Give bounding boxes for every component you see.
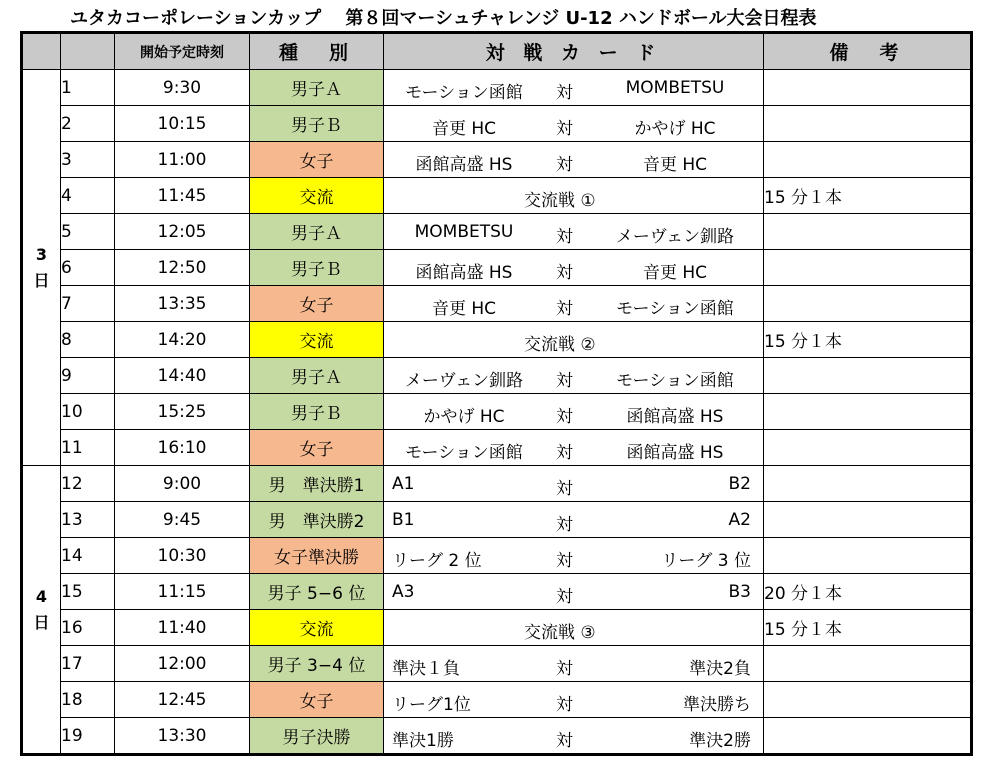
start-time: 12:45 (115, 682, 250, 718)
category-cell: 女子準決勝 (250, 538, 384, 574)
versus-label: 対 (556, 227, 573, 247)
start-time: 14:20 (115, 322, 250, 358)
team-b: 音更 HC (642, 155, 708, 175)
team-a: 音更 HC (431, 299, 497, 319)
match-card (384, 502, 764, 538)
team-b: メーヴェン釧路 (615, 227, 735, 247)
category-cell: 男 準決勝1 (250, 466, 384, 502)
team-a: 準決1勝 (392, 731, 454, 751)
versus-label: 対 (556, 659, 573, 679)
category-cell: 男 準決勝2 (250, 502, 384, 538)
match-card (384, 646, 764, 682)
team-b: B3 (728, 582, 751, 602)
team-a: リーグ 2 位 (392, 551, 482, 571)
match-card (384, 178, 764, 214)
day-label: 3 日 (23, 70, 61, 466)
versus-label: 対 (556, 479, 573, 499)
schedule-body (23, 70, 971, 754)
team-b: 函館高盛 HS (626, 407, 724, 427)
note-cell (764, 106, 971, 142)
team-a: MOMBETSU (414, 222, 514, 242)
note-cell (764, 214, 971, 250)
table-row (23, 214, 971, 250)
note-cell (764, 250, 971, 286)
category-cell: 交流 (250, 322, 384, 358)
match-number: 1 (61, 70, 115, 106)
table-row (23, 682, 971, 718)
category-cell: 男子Ａ (250, 70, 384, 106)
note-cell (764, 466, 971, 502)
category-cell: 女子 (250, 430, 384, 466)
note-cell (764, 718, 971, 754)
note-cell (764, 394, 971, 430)
header-day (23, 34, 61, 70)
team-b: 準決勝ち (683, 695, 751, 715)
table-row (23, 358, 971, 394)
match-card (384, 322, 764, 358)
header-note: 備 考 (764, 34, 971, 70)
start-time: 10:30 (115, 538, 250, 574)
team-b: リーグ 3 位 (661, 551, 751, 571)
team-a: モーション函館 (405, 83, 523, 103)
team-b: A2 (728, 510, 751, 530)
match-card (384, 214, 764, 250)
page-title: ユタカコーポレーションカップ 第８回マーシュチャレンジ U-12 ハンドボール大会日程表 (70, 8, 817, 29)
match-number: 7 (61, 286, 115, 322)
category-cell: 交流 (250, 178, 384, 214)
match-card (384, 682, 764, 718)
note-cell (764, 430, 971, 466)
start-time: 12:50 (115, 250, 250, 286)
match-card (384, 538, 764, 574)
versus-label: 対 (556, 155, 573, 175)
note-cell: 15 分１本 (764, 610, 971, 646)
match-card (384, 286, 764, 322)
match-number: 12 (61, 466, 115, 502)
note-cell (764, 358, 971, 394)
team-a: 函館高盛 HS (415, 263, 513, 283)
category-cell: 男子決勝 (250, 718, 384, 754)
category-cell: 男子Ｂ (250, 394, 384, 430)
table-row (23, 250, 971, 286)
header-match-card: 対 戦 カ ー ド (384, 34, 764, 70)
category-cell: 男子 3−4 位 (250, 646, 384, 682)
start-time: 10:15 (115, 106, 250, 142)
category-cell: 男子 5−6 位 (250, 574, 384, 610)
versus-label: 対 (556, 551, 573, 571)
start-time: 15:25 (115, 394, 250, 430)
versus-label: 対 (556, 731, 573, 751)
table-row (23, 502, 971, 538)
match-number: 14 (61, 538, 115, 574)
note-cell (764, 538, 971, 574)
team-a: A3 (392, 582, 415, 602)
match-card (384, 718, 764, 754)
table-row (23, 142, 971, 178)
table-row (23, 574, 971, 610)
team-b: B2 (728, 474, 751, 494)
header-row (23, 34, 971, 70)
match-card (384, 430, 764, 466)
start-time: 13:30 (115, 718, 250, 754)
table-row (23, 394, 971, 430)
team-b: MOMBETSU (625, 78, 725, 98)
category-cell: 男子Ａ (250, 214, 384, 250)
versus-label: 対 (556, 119, 573, 139)
versus-label: 対 (556, 587, 573, 607)
match-number: 10 (61, 394, 115, 430)
team-b: モーション函館 (616, 371, 734, 391)
match-card (384, 250, 764, 286)
note-cell (764, 646, 971, 682)
team-a: かやげ HC (423, 407, 505, 427)
team-a: 音更 HC (431, 119, 497, 139)
match-card (384, 106, 764, 142)
match-number: 2 (61, 106, 115, 142)
table-row (23, 538, 971, 574)
match-card (384, 574, 764, 610)
versus-label: 対 (556, 695, 573, 715)
start-time: 12:00 (115, 646, 250, 682)
start-time: 11:45 (115, 178, 250, 214)
table-row (23, 286, 971, 322)
team-b: かやげ HC (634, 119, 716, 139)
day-label: 4 日 (23, 466, 61, 754)
table-row (23, 322, 971, 358)
start-time: 14:40 (115, 358, 250, 394)
header-time: 開始予定時刻 (115, 34, 250, 70)
match-card (384, 394, 764, 430)
team-b: 音更 HC (642, 263, 708, 283)
team-a: A1 (392, 474, 415, 494)
category-cell: 女子 (250, 286, 384, 322)
match-number: 11 (61, 430, 115, 466)
match-card (384, 610, 764, 646)
match-number: 6 (61, 250, 115, 286)
category-cell: 交流 (250, 610, 384, 646)
match-number: 9 (61, 358, 115, 394)
schedule-table (22, 33, 971, 754)
team-a: 函館高盛 HS (415, 155, 513, 175)
exchange-match-label: 交流戦 ② (524, 335, 596, 355)
category-cell: 男子Ｂ (250, 250, 384, 286)
start-time: 12:05 (115, 214, 250, 250)
start-time: 11:15 (115, 574, 250, 610)
table-row (23, 466, 971, 502)
versus-label: 対 (556, 443, 573, 463)
match-number: 4 (61, 178, 115, 214)
team-a: モーション函館 (405, 443, 523, 463)
match-number: 13 (61, 502, 115, 538)
start-time: 11:40 (115, 610, 250, 646)
start-time: 13:35 (115, 286, 250, 322)
table-row (23, 430, 971, 466)
table-row (23, 70, 971, 106)
note-cell: 15 分１本 (764, 322, 971, 358)
team-b: モーション函館 (616, 299, 734, 319)
team-a: 準決１負 (392, 659, 460, 679)
table-row (23, 718, 971, 754)
team-a: リーグ1位 (392, 695, 471, 715)
team-b: 準決2負 (689, 659, 751, 679)
note-cell: 20 分１本 (764, 574, 971, 610)
table-row (23, 106, 971, 142)
match-card (384, 70, 764, 106)
note-cell (764, 142, 971, 178)
header-category: 種 別 (250, 34, 384, 70)
match-number: 19 (61, 718, 115, 754)
note-cell: 15 分１本 (764, 178, 971, 214)
exchange-match-label: 交流戦 ① (524, 191, 596, 211)
match-card (384, 466, 764, 502)
match-number: 16 (61, 610, 115, 646)
start-time: 9:45 (115, 502, 250, 538)
note-cell (764, 286, 971, 322)
match-number: 8 (61, 322, 115, 358)
table-row (23, 178, 971, 214)
team-b: 準決2勝 (689, 731, 751, 751)
versus-label: 対 (556, 371, 573, 391)
match-number: 15 (61, 574, 115, 610)
note-cell (764, 682, 971, 718)
match-number: 3 (61, 142, 115, 178)
table-row (23, 610, 971, 646)
category-cell: 女子 (250, 682, 384, 718)
match-card (384, 142, 764, 178)
table-row (23, 646, 971, 682)
team-b: 函館高盛 HS (626, 443, 724, 463)
start-time: 16:10 (115, 430, 250, 466)
header-number (61, 34, 115, 70)
match-number: 17 (61, 646, 115, 682)
match-number: 5 (61, 214, 115, 250)
versus-label: 対 (556, 299, 573, 319)
match-card (384, 358, 764, 394)
versus-label: 対 (556, 83, 573, 103)
category-cell: 女子 (250, 142, 384, 178)
start-time: 9:00 (115, 466, 250, 502)
team-a: メーヴェン釧路 (404, 371, 524, 391)
versus-label: 対 (556, 263, 573, 283)
versus-label: 対 (556, 515, 573, 535)
match-number: 18 (61, 682, 115, 718)
note-cell (764, 70, 971, 106)
note-cell (764, 502, 971, 538)
start-time: 11:00 (115, 142, 250, 178)
team-a: B1 (392, 510, 415, 530)
category-cell: 男子Ｂ (250, 106, 384, 142)
exchange-match-label: 交流戦 ③ (524, 623, 596, 643)
category-cell: 男子Ａ (250, 358, 384, 394)
start-time: 9:30 (115, 70, 250, 106)
versus-label: 対 (556, 407, 573, 427)
